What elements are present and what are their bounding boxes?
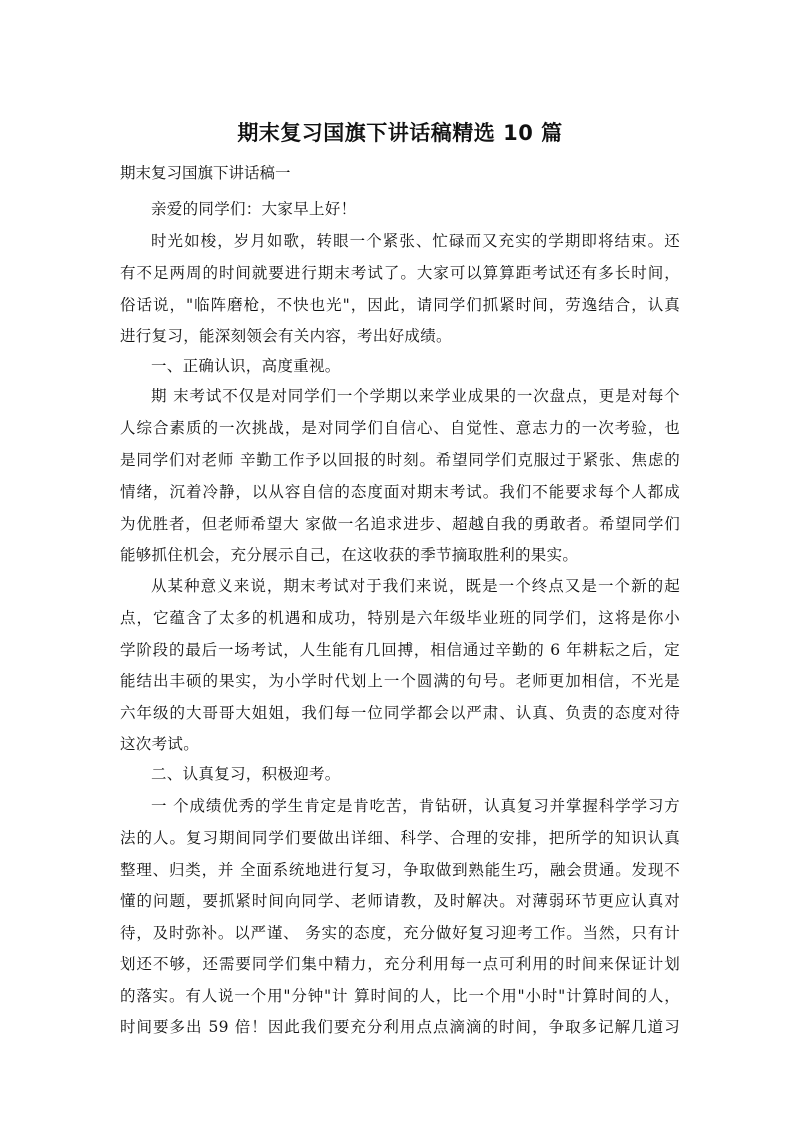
document-title: 期末复习国旗下讲话稿精选 10 篇	[237, 121, 563, 145]
section-heading: 一、正确认识，高度重视。	[151, 357, 341, 375]
body-line: 点，它蕴含了太多的机遇和成功，特别是六年级毕业班的同学们，这将是你小	[120, 609, 680, 627]
body-line: 六年级的大哥哥大姐姐，我们每一位同学都会以严肃、认真、负责的态度对待	[120, 704, 680, 722]
body-line: 一 个成绩优秀的学生肯定是肯吃苦，肯钻研，认真复习并掌握科学学习方	[151, 797, 680, 815]
body-line: 进行复习，能深刻领会有关内容，考出好成绩。	[120, 327, 452, 345]
body-line: 这次考试。	[120, 735, 200, 753]
body-line: 能结出丰硕的果实，为小学时代划上一个圆满的句号。老师更加相信，不光是	[120, 672, 680, 690]
body-line: 整理、归类，并 全面系统地进行复习，争取做到熟能生巧，融会贯通。发现不	[120, 861, 680, 879]
greeting-line: 亲爱的同学们：大家早上好！	[151, 200, 357, 218]
document-subtitle: 期末复习国旗下讲话稿一	[120, 164, 291, 182]
body-line: 人综合素质的一次挑战，是对同学们自信心、自觉性、意志力的一次考验，也	[120, 419, 680, 437]
body-line: 时间要多出 59 倍！因此我们要充分利用点点滴滴的时间，争取多记解几道习	[120, 1018, 680, 1036]
body-line: 的落实。有人说一个用"分钟"计 算时间的人，比一个用"小时"计算时间的人，	[120, 987, 680, 1005]
body-line: 时光如梭，岁月如歌，转眼一个紧张、忙碌而又充实的学期即将结束。还	[151, 232, 680, 250]
body-line: 是同学们对老师 辛勤工作予以回报的时刻。希望同学们克服过于紧张、焦虑的	[120, 451, 680, 469]
body-line: 法的人。复习期间同学们要做出详细、科学、合理的安排，把所学的知识认真	[120, 829, 680, 847]
body-line: 学阶段的最后一场考试，人生能有几回搏，相信通过辛勤的 6 年耕耘之后，定	[120, 641, 680, 659]
body-line: 能够抓住机会，充分展示自己，在这收获的季节摘取胜利的果实。	[120, 546, 579, 564]
section-heading: 二、认真复习，积极迎考。	[151, 765, 341, 783]
body-line: 俗话说，"临阵磨枪，不快也光"，因此，请同学们抓紧时间，劳逸结合，认真	[120, 296, 680, 314]
body-line: 待，及时弥补。以严谨、 务实的态度，充分做好复习迎考工作。当然，只有计	[120, 924, 680, 942]
body-line: 懂的问题，要抓紧时间向同学、老师请教，及时解决。对薄弱环节更应认真对	[120, 892, 680, 910]
body-line: 为优胜者，但老师希望大 家做一名追求进步、超越自我的勇敢者。希望同学们	[120, 515, 680, 533]
body-line: 从某种意义来说，期末考试对于我们来说，既是一个终点又是一个新的起	[151, 577, 680, 595]
body-line: 期 末考试不仅是对同学们一个学期以来学业成果的一次盘点，更是对每个	[151, 387, 680, 405]
body-line: 有不足两周的时间就要进行期末考试了。大家可以算算距考试还有多长时间，	[120, 264, 680, 282]
body-line: 划还不够，还需要同学们集中精力，充分利用每一点可利用的时间来保证计划	[120, 955, 680, 973]
body-line: 情绪，沉着冷静，以从容自信的态度面对期末考试。我们不能要求每个人都成	[120, 483, 680, 501]
